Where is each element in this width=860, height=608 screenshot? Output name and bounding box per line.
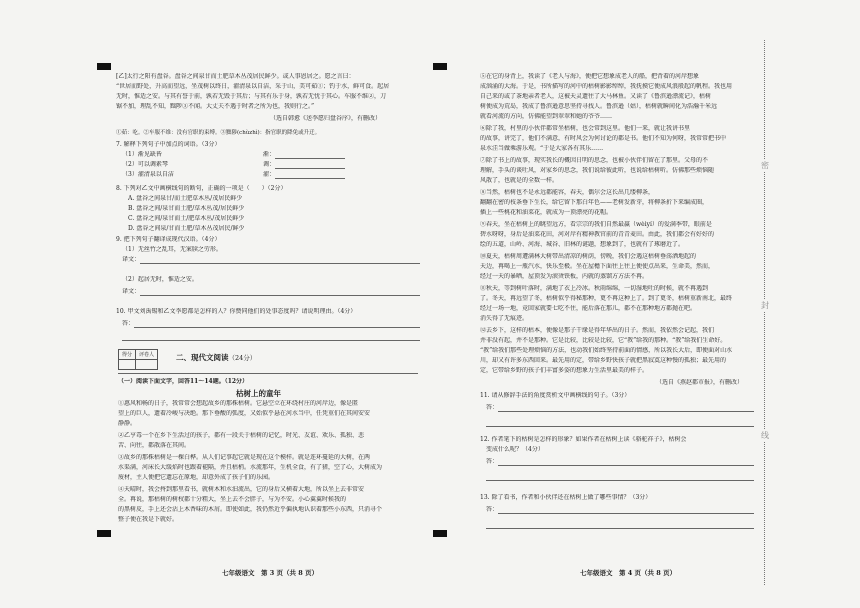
paragraph-line: ①惠风和畅的日子，我常常会想起故乡的那株枯树。它悬空立在环绕村庄的河岸边，像是匿 (118, 400, 359, 407)
q7-item: （3）濯清泉以自洁 (122, 171, 174, 178)
paragraph-line: ⑦除了书上的故事，现实我长的概因日明的思念，也被小伙伴们留在了那里。父母的不 (480, 157, 709, 164)
option-d[interactable]: D. 盘谷之间泉/甘而土肥/草木丛茂居民/鲜少 (128, 225, 245, 232)
registration-mark (97, 530, 111, 537)
paragraph-line: ⑪秋天，等到树叶落时，满地了衣上冷冰。秋雨绵绵，一切湿地吐的时候，就不再遇到 (480, 285, 709, 292)
answer-line[interactable] (498, 465, 754, 466)
paragraph-line: ④天晴时，我会捋到那里看书，就树木和水汩流出，它的身后又横着大地，所以坐上去非常安 (118, 486, 365, 493)
answer-line[interactable] (134, 327, 420, 328)
question-11: 11. 请从修辞手法的角度赏析文中画横线的句子。（3分） (480, 392, 631, 399)
answer-line[interactable] (140, 295, 420, 296)
q9-item: （1）无丝竹之乱耳，无案牍之劳形。 (122, 246, 222, 253)
answer-line[interactable] (275, 168, 345, 169)
paragraph-line: 翻翻在密的枝条垂下生长，给它留下那白年色——老树发新芽，将柳条折下来编成圈， (480, 199, 709, 206)
page-4 (430, 0, 860, 608)
paragraph-line: ⑥除了我，村里的小伙伴都常坐枯树，也会常到这里。他们一来，就让我讲书里 (480, 125, 691, 132)
question-10: 10. 甲文刘禹锡和乙文李愿都是怎样的人？你赞同他们的处事态度吗？请说明理由。（4分） (116, 308, 357, 315)
paragraph-line: 经过一场一地，竟回家就要七吃不住，能后落在那儿，都不在那种地方都抛在吧。 (480, 305, 697, 312)
seal-line (764, 40, 765, 585)
section-heading (176, 352, 256, 363)
paragraph-line: 的黑树皮，手上还会沾上木香味的木屑。即使如此，我仍然近乎偏执地认识着那些小东西，只消寻个 (118, 506, 383, 513)
registration-mark (433, 530, 447, 537)
option-a[interactable]: A. 盘谷之间泉甘/而土肥草木丛/茂居民鲜少 (128, 195, 243, 202)
score-blank[interactable] (119, 360, 136, 370)
answer-line[interactable] (498, 411, 754, 412)
divider (118, 373, 418, 374)
paragraph-line: ⑧当然，枯树也不是永远都能容，春天，偶尔会这长出几缕柳条， (480, 189, 655, 196)
paragraph-line: 消失得了无痕迹。 (480, 315, 529, 322)
page-footer: 七年级语文 第 4 页（共 8 页） (580, 569, 677, 577)
paragraph-line: 苦、向往，都散落在其间。 (118, 442, 191, 449)
answer-line[interactable] (122, 340, 420, 341)
answer-label: 答： (486, 458, 499, 465)
answer-line[interactable] (275, 158, 345, 159)
paragraph-line: 川，却又有许多东西回来。最先用的定，带给乡野快孩子就把黑寂寞这种慢的孤独；最先用的 (480, 357, 727, 364)
paragraph-line: ②乙亨毒一个在乡下生活过的孩子，都有一段关于枯树的记忆，时光、友谊、欢乐、孤独、悲 (118, 432, 365, 439)
paragraph-line: “教”给我们那些处理烦恼的方法，也动我们始终坚持前面的情感，所以我长大后，即便面对山水 (480, 347, 733, 354)
section-title: 二、现代文阅读 (176, 353, 229, 362)
article-title: 枯树上的童年 (236, 389, 281, 398)
q7-item: （1）渐见缺皆 (122, 151, 162, 158)
paragraph-line: 水渠满，河床长大缓焰时也跟着褪隔，并且枯梢。水流那年，生机全食，有了猪，空了心，大树成为 (118, 464, 383, 471)
classical-text-line: “世居而野处，升高而望远，坐茂树以终日，濯清泉以自洁，采于山，美可茹①；钓于水，鲜可食。起居 (116, 83, 390, 90)
paragraph-line: 理解，手头的谈吐风，对家乡的思念，我们说给彼此听，也说给枯树听。仿佛那些烦恼随 (480, 167, 715, 174)
answer-label: 答： (122, 320, 135, 327)
paragraph-line: 了。冬天，再远望了冬，枯树似乎得秘那种，更不再这种上了。到了更冬，枯树重新南北，最终 (480, 295, 733, 302)
footnote: ①茹：吃。②车服不维：没有官职的束缚。③黜陟(chùzhì)：指官职的降免或升迁。 (116, 130, 321, 136)
answer-line[interactable] (275, 178, 345, 179)
question-13: 13. 除了看书，作者和小伙伴还在枯树上做了哪些事情？（3分） (480, 494, 652, 501)
page-footer: 七年级语文 第 3 页（共 8 页） (222, 569, 319, 577)
paragraph-line: 成汹涌的大海。于是，书所描写的河中的枯树影影绰绰，我抚摸它便成风浪般起的帆程。我也用 (480, 83, 733, 90)
score-table (118, 349, 158, 370)
registration-mark (433, 63, 447, 70)
question-7: 7. 解释下列句子中加点的词语。（3分） (116, 141, 221, 148)
paragraph-line: 全。再说，那枯树的树杈都十分粗大，坐上去不会胖子，与为不安。小心翼翼时候我的 (118, 496, 347, 503)
paragraph-line: 天边，再喝上一瓶汽水，快乐至极。坐在屋檐下面往上往上便使点出来，生命美，然而， (480, 263, 715, 270)
paragraph-line: 经过一天的暴晒，屋顶发为滚烫铁板，内就的蒸馏方方法不再。 (480, 273, 649, 280)
paragraph-line: 静静。 (118, 420, 137, 427)
answer-label: 答： (486, 506, 499, 513)
translation-label: 译文： (122, 256, 141, 263)
margin-mark-close: 封 (761, 301, 769, 310)
paragraph-line: 绘的五道，山岭、河海、城谷、旧林的谜题，想象到了，也就有了琢磨近了。 (480, 241, 685, 248)
grader-blank[interactable] (136, 360, 158, 370)
answer-line[interactable] (486, 480, 754, 481)
registration-mark (97, 63, 111, 70)
paragraph-line: 废材，主人便把它遗忘在原地，却意外成了孩子们的乐园。 (118, 474, 275, 481)
paragraph-line: ⑨春天，坐在枯树上的眺望远方，看宗宗的我们自然最赢（wèiyí）的爱满季带，眼前是 (480, 221, 712, 228)
translation-label: 译文： (122, 288, 141, 295)
option-b[interactable]: B. 盘谷之间/泉甘而土肥/草木丛茂/居民鲜少 (128, 205, 245, 212)
answer-line[interactable] (486, 528, 754, 529)
option-c[interactable]: C. 盘谷之间/泉甘而土/肥草木丛/茂居民鲜少 (128, 215, 245, 222)
paragraph-line: 碧水呀呀，身后是油菜花田，河对岸有精神教官前的青青麦田。由此，我们都会有好好的 (480, 231, 715, 238)
paragraph-line: 并非没有起，并不是那种。它是比较，比较是比较，它“教”给我的那种。“教”给我们生命好。 (480, 337, 727, 344)
question-12: 12. 作者笔下的枯树是怎样的形象？如果作者在枯树上读《骆驼祥子》，枯树会 (480, 436, 687, 443)
answer-line[interactable] (140, 263, 420, 264)
source-note: （选自《燕赵都市报》，有删改） (656, 379, 744, 386)
paragraph-line: 就看河流的方向，仿佛能望到翠翠和她的爷爷…… (480, 113, 613, 120)
score-cell: 得分 (119, 350, 136, 360)
classical-text-line: 锯不加，理乱不知，黜陟③不闻。大丈夫不遇于时者之所为也，我则行之。” (116, 103, 315, 110)
answer-line[interactable] (498, 513, 754, 514)
paragraph-line: ⑫去乡下，这样的枯本，便像是那子干缘是得年华出的日子。然而，我依然会记起，我们 (480, 327, 715, 334)
paragraph-line: 自己来的或了茶地亲者老人，这被天灵遗往了大马林鱼。又读了《鲁滨逊漂流记》，枯树 (480, 93, 712, 100)
subsection-heading: （一）阅读下面文字，回答11～14题。（12分） (118, 378, 249, 385)
margin-mark-seal: 密 (761, 161, 769, 170)
paragraph-line: 整子便在我是下就好。 (118, 516, 179, 523)
q7-item: （2）可以调素琴 (122, 161, 168, 168)
paragraph-line: 泉水洼当做乘游乐观。“于是大家各有其乐…… (480, 145, 604, 152)
paragraph-line: 定，它带给乡野的孩子们丰富多姿的想象力生活里最美的样子。 (480, 367, 649, 374)
section-score: （24分） (228, 354, 257, 362)
grader-cell: 评卷人 (136, 350, 158, 360)
q7-blank-label: 渐： (263, 151, 276, 158)
question-9: 9. 把下列句子翻译成现代汉语。（4分） (116, 236, 221, 243)
paragraph-line: ⑩夏天，枯树周遭满林大树带出清凉的树荫，傍晚，我们会遇这枯树垂荡洒地起的 (480, 253, 697, 260)
classical-text-line: 无时，惟适之安。与其有誉于前，孰若无毁于其后；与其有乐于身，孰若无忧于其心。车服不维②，刀 (116, 93, 387, 100)
question-12-cont: 变成什么呢？（4分） (486, 446, 544, 453)
paragraph-line: 插上一些桃花和油菜花，就成为一顶漂亮的花帽。 (480, 209, 613, 216)
q7-blank-label: 调： (263, 161, 276, 168)
margin-mark-line: 线 (761, 431, 769, 440)
answer-label: 答： (486, 404, 499, 411)
classical-text-line: [乙]太行之阳有盘谷。盘谷之间泉甘而土肥草木丛茂居民鲜少。或人事恩居之。愿之言曰： (116, 73, 355, 80)
source-note: （选自韩愈《送李愿归盘谷序》，有删改） (270, 115, 382, 122)
q9-item: （2）起居无时，惟适之安。 (122, 276, 198, 283)
paragraph-line: 风散了，也就是的全数一样。 (480, 177, 559, 184)
question-8: 8. 下列对乙文中画横线句的断句，正确的一项是（ ）（2分） (116, 185, 287, 192)
paragraph-line: ③故乡的那株枯树是一棵白桦。从人们记事起它就是现在这个模样。就是连环蔓延的大树，在两 (118, 454, 371, 461)
paragraph-line: 的故事，讲完了，他们不满意，有时风会为何讨论的都是书。他们不知为何呀，我常常把书中 (480, 135, 727, 142)
answer-line[interactable] (486, 426, 754, 427)
paragraph-line: 树便成为荒岛，我成了鲁滨逊意思坚持寻找人。鲁滨逊（姑），枯树就瞬间化为浩瀚千米远 (480, 103, 718, 110)
paragraph-line: 望上的巨人，遗着冷峻与决绝。那下垂酸的弧度，又始似乎悬在河水当中，任凭重们在其间安安 (118, 410, 371, 417)
paragraph-line: ⑤在它的身背上，我读了《老人与海》，便把它想象成老人的船，把背着的河岸想象 (480, 73, 700, 80)
q7-blank-label: 濯： (263, 171, 276, 178)
